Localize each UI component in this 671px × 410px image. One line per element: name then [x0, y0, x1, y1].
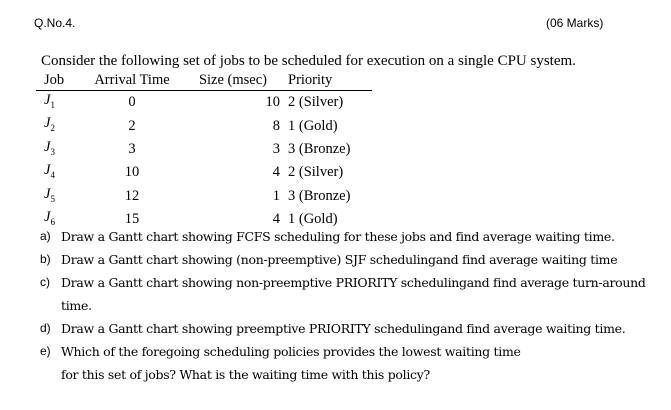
- question-text: Draw a Gantt chart showing FCFS scheduling for these jobs and find average waiting time.: [61, 229, 615, 244]
- column-header-job: Job: [36, 71, 82, 90]
- table-row: [36, 185, 372, 208]
- question-continuation-text: time.: [61, 298, 92, 313]
- arrival-time-cell: 15: [124, 211, 140, 228]
- table-header-row: [36, 71, 372, 90]
- question-letter: c): [40, 275, 50, 289]
- table-row: [36, 161, 372, 184]
- job-cell: $J_1$: [44, 91, 55, 110]
- arrival-time-cell: 0: [128, 94, 136, 111]
- arrival-time-cell: 10: [124, 164, 140, 181]
- question-text: Draw a Gantt chart showing (non-preemptive) SJF schedulingand find average waiting time: [61, 252, 618, 267]
- priority-cell: 1 (Gold): [288, 211, 338, 228]
- marks-label: (06 Marks): [546, 16, 604, 30]
- table-row: [36, 138, 372, 161]
- size-cell: 10: [265, 94, 280, 111]
- priority-cell: 3 (Bronze): [288, 187, 351, 204]
- size-cell: 4: [272, 164, 280, 181]
- priority-cell: 1 (Gold): [288, 117, 338, 134]
- question-number: Q.No.4.: [34, 16, 76, 30]
- column-header-size: Size (msec): [182, 71, 284, 90]
- size-cell: 4: [272, 211, 280, 228]
- table-row: [36, 114, 372, 137]
- question-letter: e): [40, 344, 51, 358]
- jobs-table: [36, 71, 372, 232]
- arrival-time-cell: 12: [124, 187, 140, 204]
- arrival-time-cell: 2: [128, 117, 136, 134]
- question-text: Draw a Gantt chart showing non-preemptive PRIORITY schedulingand find average turn-around: [61, 275, 646, 290]
- intro-text: Consider the following set of jobs to be scheduled for execution on a single CPU system.: [41, 53, 576, 69]
- size-cell: 1: [272, 187, 280, 204]
- size-cell: 3: [272, 141, 280, 157]
- job-cell: $J_4$: [44, 162, 55, 180]
- column-header-arrival-time: Arrival Time: [82, 71, 182, 90]
- question-letter: b): [40, 252, 51, 266]
- priority-cell: 3 (Bronze): [288, 141, 351, 157]
- job-cell: $J_6$: [44, 209, 55, 227]
- priority-cell: 2 (Silver): [288, 164, 344, 181]
- question-text: Draw a Gantt chart showing preemptive PRIORITY schedulingand find average waiting time.: [61, 321, 626, 336]
- question-continuation-text: for this set of jobs? What is the waiting time with this policy?: [61, 367, 430, 382]
- question-letter: a): [40, 229, 51, 243]
- question-text: Which of the foregoing scheduling policies provides the lowest waiting time: [61, 344, 521, 359]
- job-cell: $J_3$: [44, 138, 55, 157]
- question-letter: d): [40, 321, 51, 335]
- job-cell: $J_5$: [44, 185, 55, 204]
- table-row: [36, 90, 372, 114]
- job-cell: $J_2$: [44, 115, 55, 133]
- arrival-time-cell: 3: [128, 141, 136, 157]
- column-header-priority: Priority: [284, 71, 372, 90]
- priority-cell: 2 (Silver): [288, 94, 344, 111]
- size-cell: 8: [272, 117, 280, 134]
